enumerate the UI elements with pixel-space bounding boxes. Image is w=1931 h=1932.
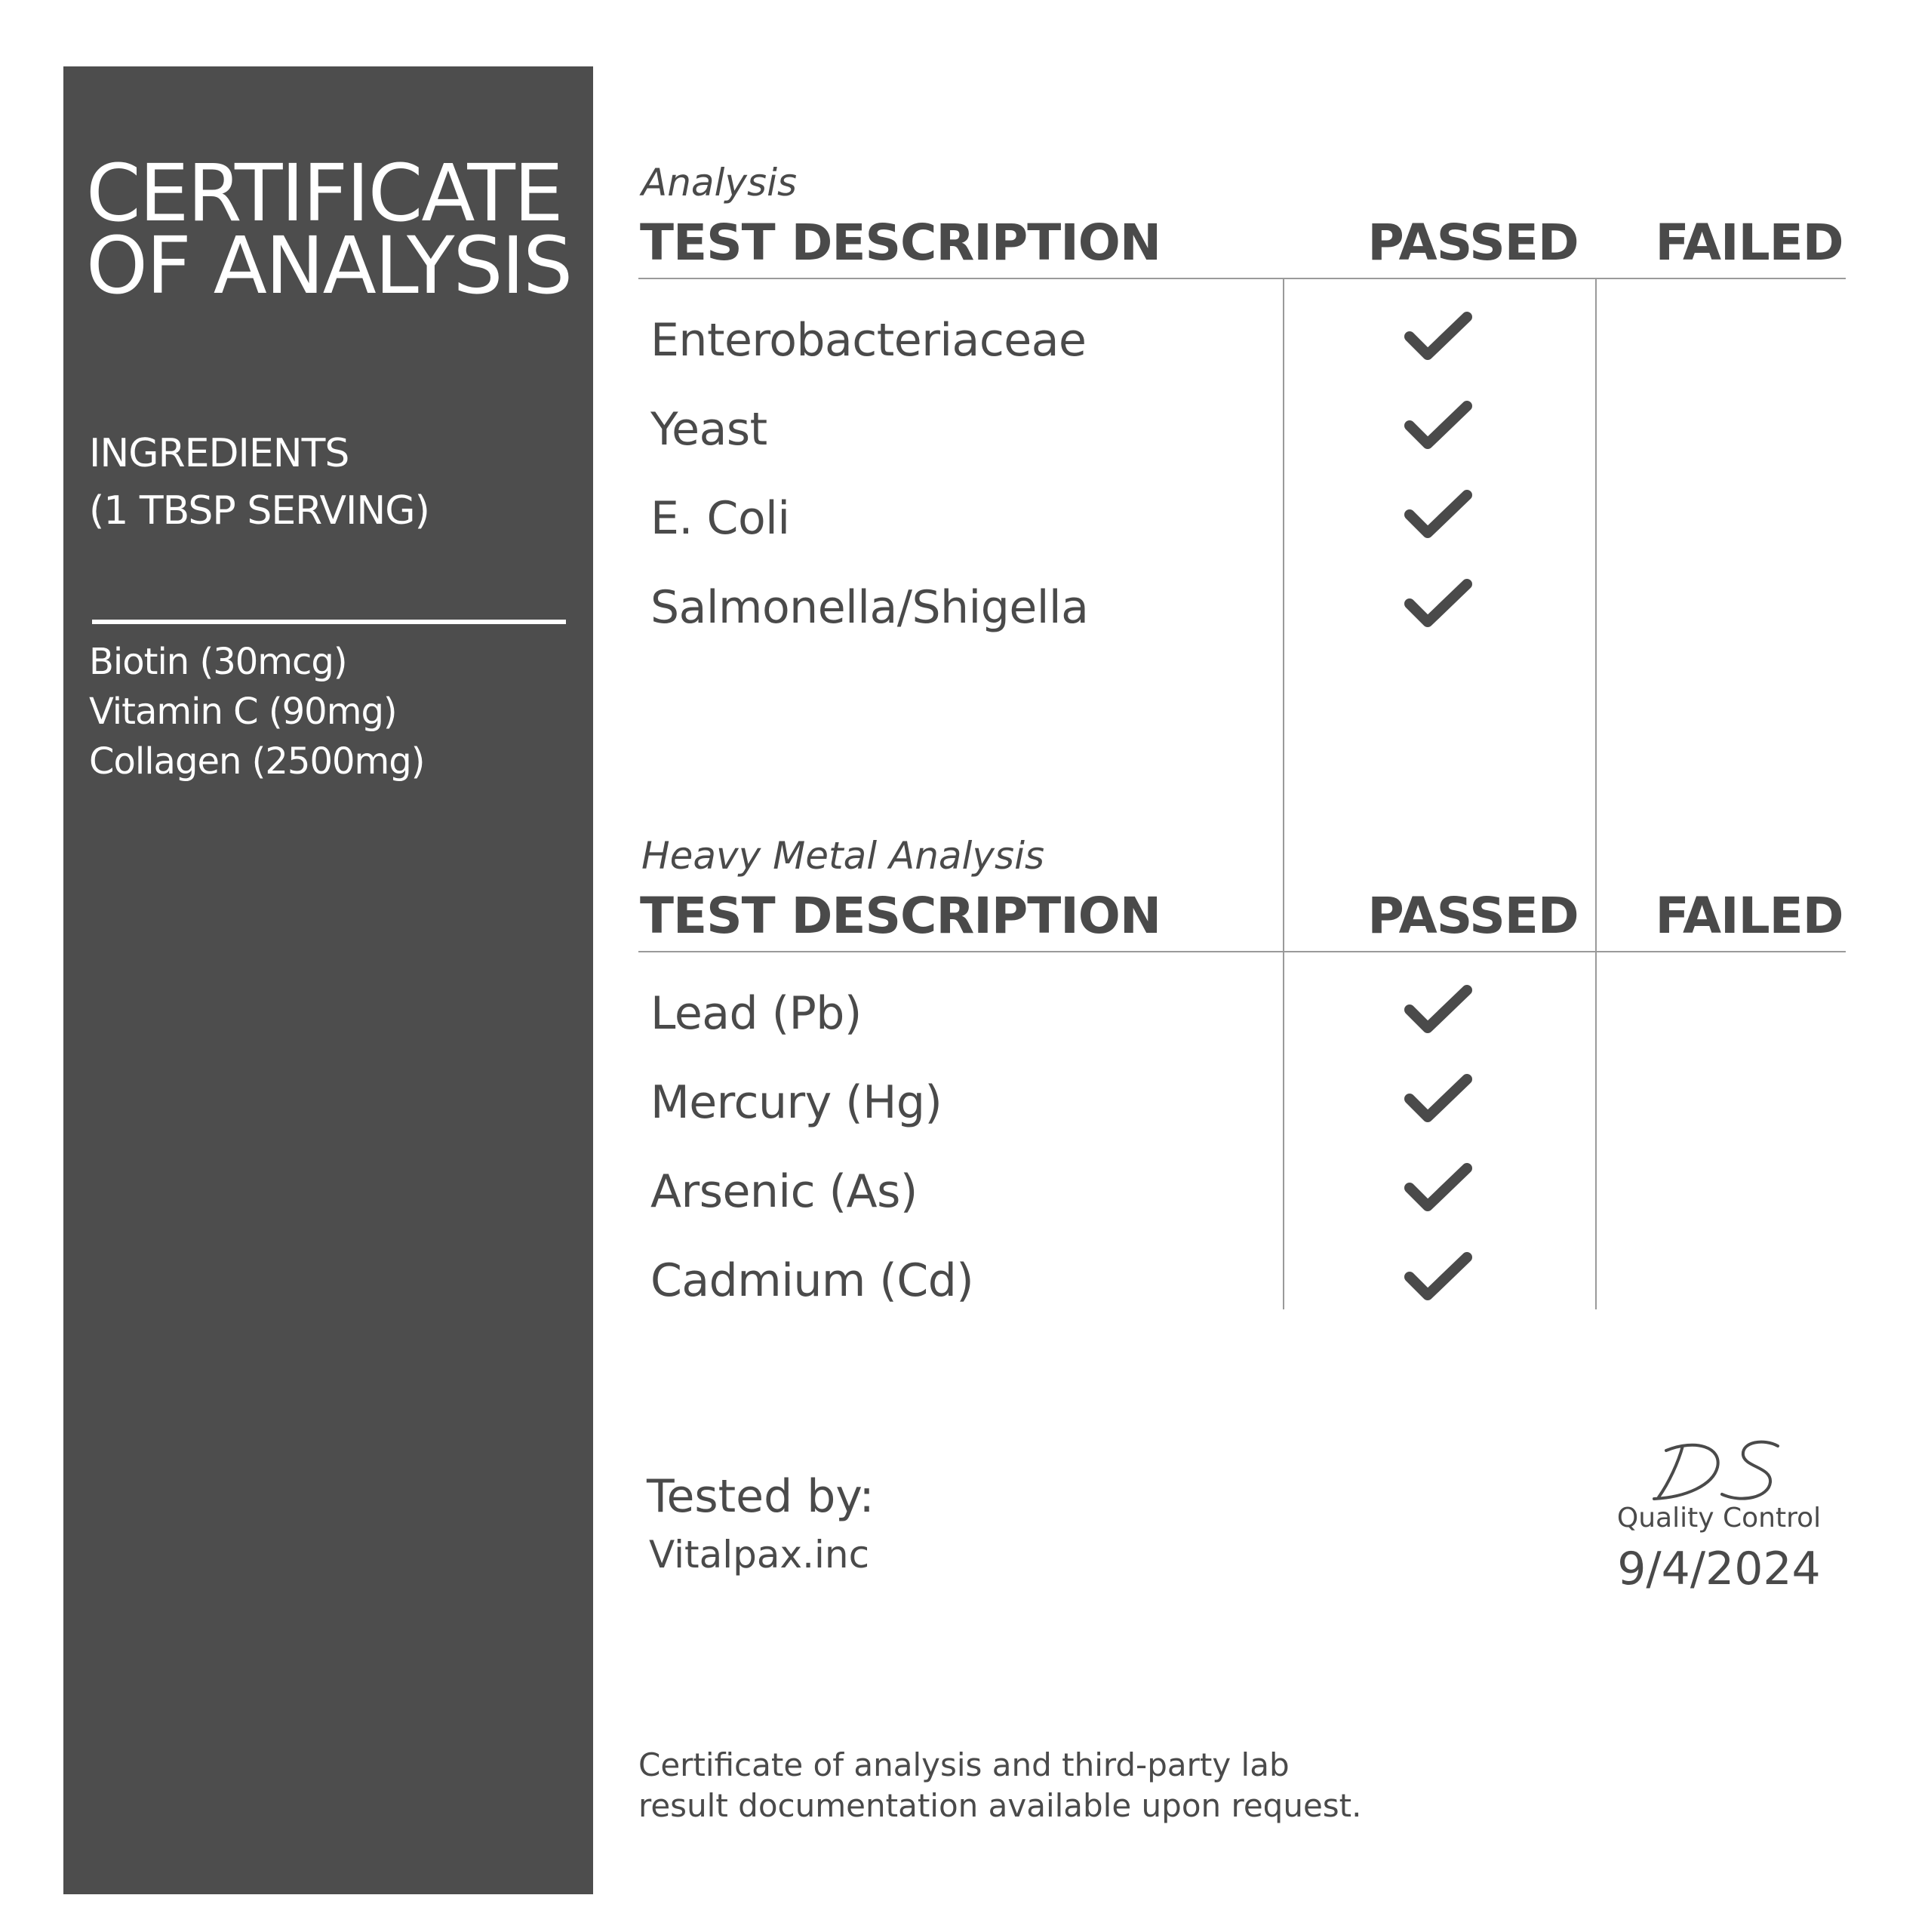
ingredients-heading-line-1: INGREDIENTS xyxy=(89,431,349,476)
test-name: E. Coli xyxy=(650,492,790,545)
table-row xyxy=(638,1239,1846,1328)
ingredients-heading-line-2: (1 TBSP SERVING) xyxy=(89,488,429,534)
footnote-line-1: Certificate of analysis and third-party lab xyxy=(638,1746,1290,1783)
table-row xyxy=(638,1061,1846,1150)
ingredient-list xyxy=(89,637,424,786)
table-row xyxy=(638,388,1846,477)
test-name: Salmonella/Shigella xyxy=(650,581,1089,634)
quality-control-label: Quality Control xyxy=(1616,1503,1822,1534)
section-label-analysis: Analysis xyxy=(641,161,798,205)
ingredients-divider xyxy=(92,620,566,624)
table-row xyxy=(638,566,1846,655)
section-label-heavy-metal: Heavy Metal Analysis xyxy=(641,834,1045,878)
test-name: Arsenic (As) xyxy=(650,1165,918,1218)
test-name: Lead (Pb) xyxy=(650,987,862,1040)
signature xyxy=(1644,1432,1794,1508)
sidebar-panel xyxy=(63,66,593,1894)
test-name: Mercury (Hg) xyxy=(650,1076,942,1129)
testing-company: Vitalpax.inc xyxy=(649,1533,870,1577)
test-name: Cadmium (Cd) xyxy=(650,1254,974,1307)
header-divider xyxy=(638,278,1846,279)
test-name: Enterobacteriaceae xyxy=(650,314,1087,367)
analysis-table xyxy=(638,151,1846,906)
table-row xyxy=(638,477,1846,566)
footnote-line-2: result documentation available upon request. xyxy=(638,1787,1362,1824)
heavy-metal-table xyxy=(638,824,1846,1322)
header-divider xyxy=(638,951,1846,952)
footnote xyxy=(638,1745,1362,1826)
ingredient-item: Collagen (2500mg) xyxy=(89,740,425,783)
ingredients-heading xyxy=(89,425,429,540)
checkmark-icon xyxy=(1402,1072,1474,1126)
column-header-failed: FAILED xyxy=(1655,214,1843,272)
checkmark-icon xyxy=(1402,398,1474,453)
column-header-test-description: TEST DESCRIPTION xyxy=(640,887,1161,945)
checkmark-icon xyxy=(1402,309,1474,364)
table-row xyxy=(638,1150,1846,1239)
checkmark-icon xyxy=(1402,577,1474,631)
checkmark-icon xyxy=(1402,1250,1474,1304)
certificate-title xyxy=(86,147,572,312)
table-row xyxy=(638,972,1846,1061)
column-header-failed: FAILED xyxy=(1655,887,1843,945)
checkmark-icon xyxy=(1402,983,1474,1037)
column-header-passed: PASSED xyxy=(1367,214,1579,272)
column-header-test-description: TEST DESCRIPTION xyxy=(640,214,1161,272)
certificate-title-line-1: CERTIFICATE xyxy=(86,147,562,239)
table-row xyxy=(638,299,1846,388)
checkmark-icon xyxy=(1402,1161,1474,1215)
ingredient-item: Vitamin C (90mg) xyxy=(89,691,397,733)
test-name: Yeast xyxy=(650,403,767,456)
certificate-title-line-2: OF ANALYSIS xyxy=(86,220,572,312)
tested-by-label: Tested by: xyxy=(647,1470,875,1523)
checkmark-icon xyxy=(1402,488,1474,542)
signoff-date: 9/4/2024 xyxy=(1617,1543,1821,1595)
ingredient-item: Biotin (30mcg) xyxy=(89,641,347,683)
column-header-passed: PASSED xyxy=(1367,887,1579,945)
